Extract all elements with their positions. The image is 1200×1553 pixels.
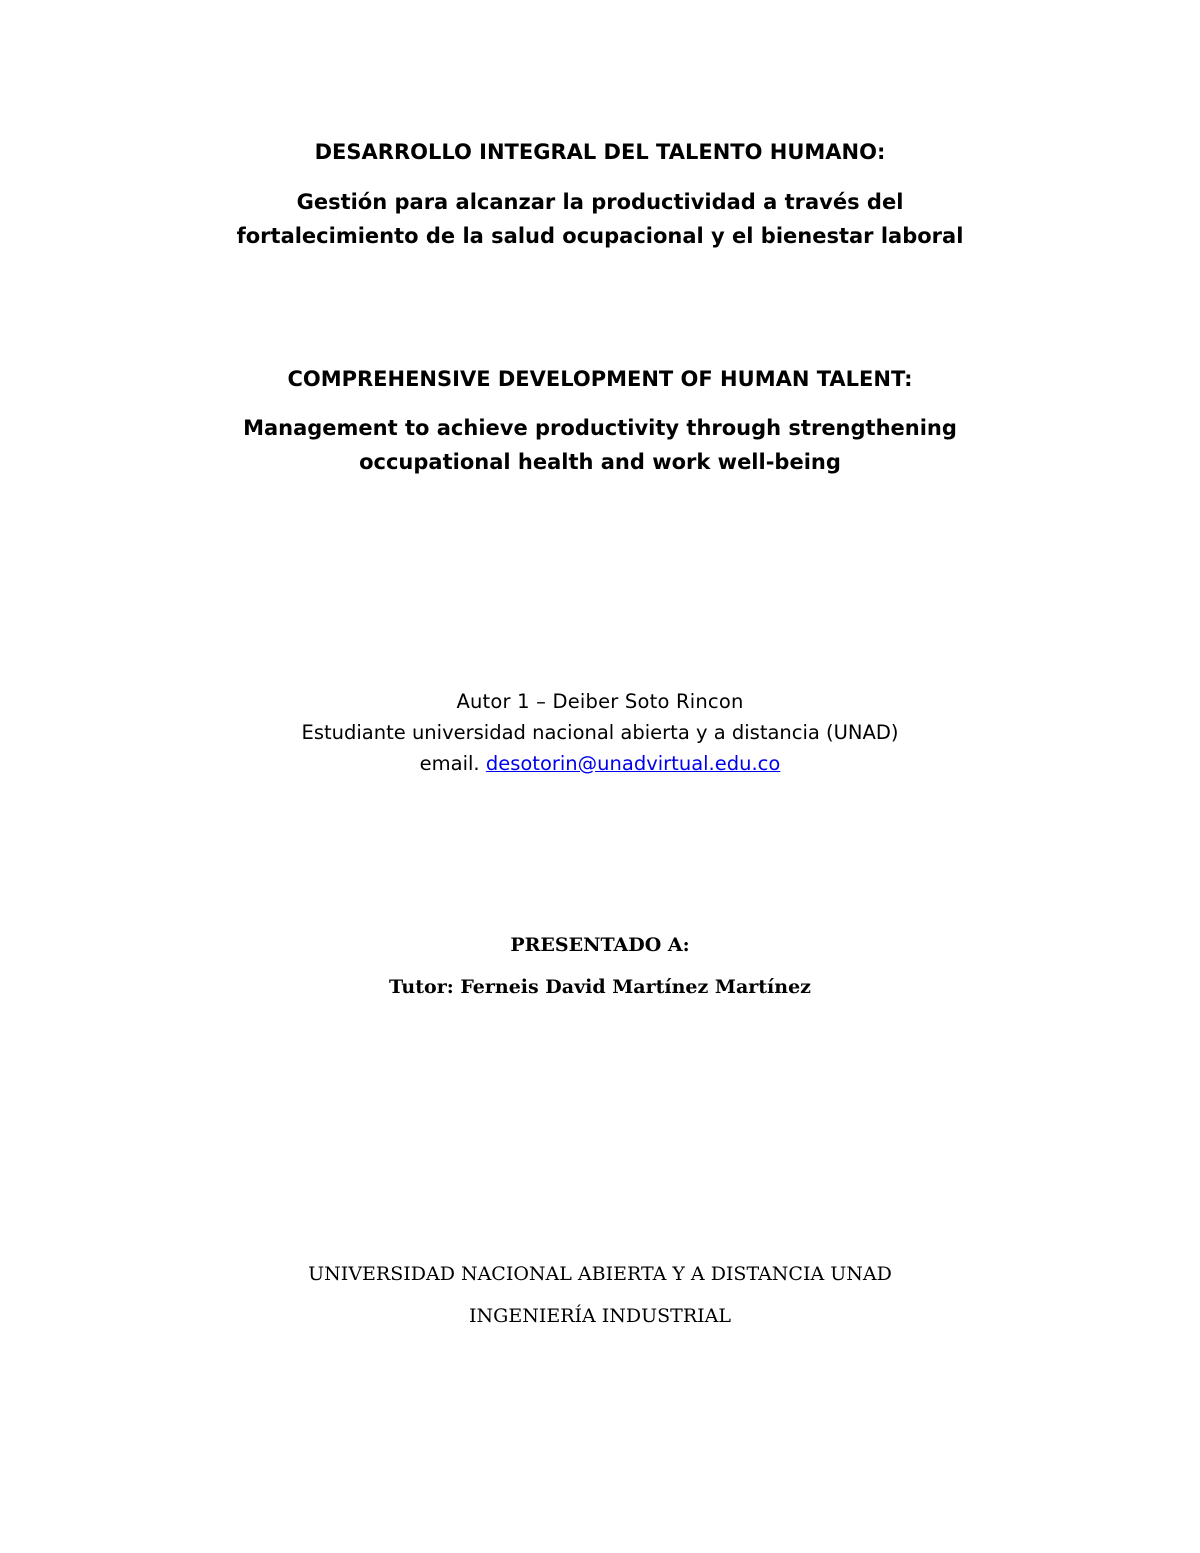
- english-subtitle-line-2: occupational health and work well-being: [359, 450, 841, 474]
- university-name: UNIVERSIDAD NACIONAL ABIERTA Y A DISTANCIA UNAD: [308, 1263, 892, 1285]
- email-link[interactable]: desotorin@unadvirtual.edu.co: [485, 752, 781, 775]
- author-affiliation: Estudiante universidad nacional abierta y a distancia (UNAD): [301, 721, 899, 744]
- tutor-name: Tutor: Ferneis David Martínez Martínez: [389, 976, 811, 998]
- spanish-title-heading: DESARROLLO INTEGRAL DEL TALENTO HUMANO:: [314, 140, 886, 164]
- author-name: Autor 1 – Deiber Soto Rincon: [456, 690, 744, 713]
- author-email-line: [0, 752, 1200, 775]
- english-subtitle-line-1: Management to achieve productivity through strengthening: [243, 416, 957, 440]
- spanish-subtitle-line-2: fortalecimiento de la salud ocupacional y el bienestar laboral: [236, 224, 964, 248]
- presented-to-label: PRESENTADO A:: [510, 934, 690, 956]
- spanish-subtitle-line-1: Gestión para alcanzar la productividad a través del: [296, 190, 904, 214]
- program-name: INGENIERÍA INDUSTRIAL: [469, 1305, 731, 1327]
- email-label: email.: [419, 752, 480, 775]
- english-title-heading: COMPREHENSIVE DEVELOPMENT OF HUMAN TALENT:: [287, 367, 913, 391]
